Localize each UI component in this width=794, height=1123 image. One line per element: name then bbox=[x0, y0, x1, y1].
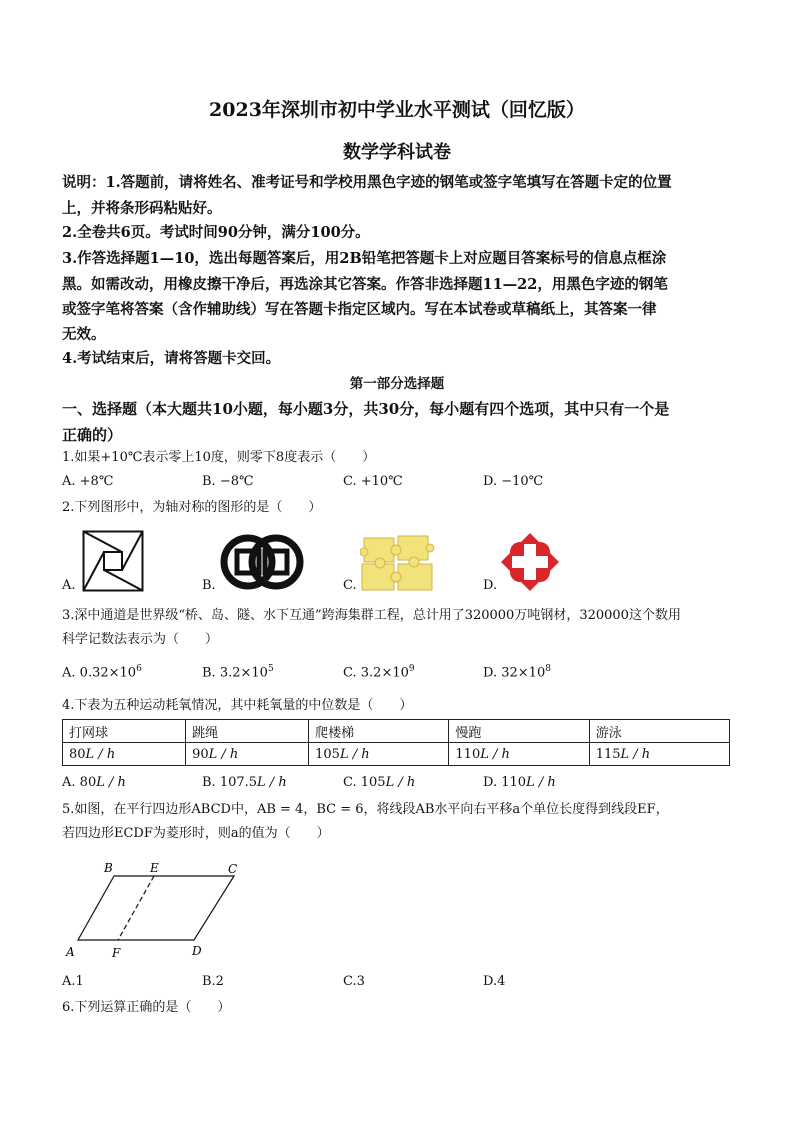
question-1-stem: 1.如果+10℃表示零上10度，则零下8度表示（ ） bbox=[62, 450, 376, 465]
question-2-stem: 2.下列图形中，为轴对称的图形的是（ ） bbox=[62, 500, 322, 515]
option-b: B.2 bbox=[202, 974, 224, 989]
option-b: B. bbox=[202, 578, 216, 593]
table-header-cell: 游泳 bbox=[589, 720, 729, 743]
part-one-line: 正确的） bbox=[62, 426, 123, 444]
question-4-stem: 4.下表为五种运动耗氧情况，其中耗氧量的中位数是（ ） bbox=[62, 698, 413, 713]
question-3-options bbox=[62, 664, 734, 686]
option-b: B. −8℃ bbox=[202, 474, 254, 489]
part-one-line: 一、选择题（本大题共10小题，每小题3分，共30分，每小题有四个选项，其中只有一个是 bbox=[62, 400, 670, 418]
table-header-cell: 爬楼梯 bbox=[309, 720, 449, 743]
instruction-line: 2.全卷共6页。考试时间90分钟，满分100分。 bbox=[62, 224, 370, 241]
table-cell: 80L / h bbox=[63, 743, 186, 766]
table-cell: 115L / h bbox=[589, 743, 729, 766]
question-1-options bbox=[62, 474, 734, 496]
question-4-options bbox=[62, 775, 734, 797]
option-a: A. 80L / h bbox=[62, 775, 126, 790]
stem-line: 3.深中通道是世界级“桥、岛、隧、水下互通”跨海集群工程，总计用了320000万吨钢材，320000这个数用 bbox=[62, 608, 681, 623]
parallelogram-diagram bbox=[62, 856, 252, 964]
option-c: C.3 bbox=[343, 974, 365, 989]
question-5-stem bbox=[62, 798, 734, 846]
stem-line: 若四边形ECDF为菱形时，则a的值为（ ） bbox=[62, 826, 330, 841]
option-a: A. +8℃ bbox=[62, 474, 114, 489]
label-b: B bbox=[104, 861, 113, 875]
exam-subtitle: 数学学科试卷 bbox=[343, 142, 451, 163]
option-d: D.4 bbox=[483, 974, 506, 989]
option-c: C. +10℃ bbox=[343, 474, 403, 489]
table-header-cell: 慢跑 bbox=[449, 720, 589, 743]
option-d: D. $32\times 10^8$ bbox=[483, 664, 551, 681]
option-d: D. bbox=[483, 578, 498, 593]
table-cell: 90L / h bbox=[186, 743, 309, 766]
instruction-line: 无效。 bbox=[62, 326, 106, 343]
table-row bbox=[63, 743, 730, 766]
label-c: C bbox=[228, 862, 238, 876]
part-one-heading bbox=[62, 396, 734, 448]
option-a: A. $0.32\times 10^6$ bbox=[62, 664, 142, 681]
label-d: D bbox=[192, 944, 202, 958]
option-d: D. −10℃ bbox=[483, 474, 544, 489]
instruction-line: 上，并将条形码粘贴好。 bbox=[62, 200, 222, 217]
option-b: B. 107.5L / h bbox=[202, 775, 287, 790]
question-3-stem bbox=[62, 604, 734, 652]
stem-line: 5.如图，在平行四边形ABCD中，AB = 4，BC = 6，将线段AB水平向右平移a个单位长度得到线段EF， bbox=[62, 802, 669, 817]
instruction-line: 3.作答选择题1—10，选出每题答案后，用2B铅笔把答题卡上对应题目答案标号的信息点框涂 bbox=[62, 250, 667, 267]
table-header-cell: 跳绳 bbox=[186, 720, 309, 743]
exam-title: 2023年深圳市初中学业水平测试（回忆版） bbox=[209, 99, 585, 121]
instruction-line: 或签字笔将答案（含作辅助线）写在答题卡指定区域内。写在本试卷或草稿纸上，其答案一律 bbox=[62, 301, 657, 318]
option-c: C. $3.2\times 10^9$ bbox=[343, 664, 415, 681]
oxygen-consumption-table bbox=[62, 719, 730, 766]
option-a: A. bbox=[62, 578, 76, 593]
option-d: D. 110L / h bbox=[483, 775, 556, 790]
option-c: C. bbox=[343, 578, 357, 593]
table-header-row bbox=[63, 720, 730, 743]
label-f: F bbox=[112, 946, 121, 960]
option-b: B. $3.2\times 10^5$ bbox=[202, 664, 274, 681]
table-cell: 105L / h bbox=[309, 743, 449, 766]
option-c: C. 105L / h bbox=[343, 775, 416, 790]
question-6-stem: 6.下列运算正确的是（ ） bbox=[62, 1000, 231, 1015]
section-title: 第一部分选择题 bbox=[349, 376, 445, 392]
table-cell: 110L / h bbox=[449, 743, 589, 766]
option-a: A.1 bbox=[62, 974, 84, 989]
instruction-line: 黑。如需改动，用橡皮擦干净后，再选涂其它答案。作答非选择题11—22，用黑色字迹的钢笔 bbox=[62, 276, 668, 293]
label-a: A bbox=[66, 945, 75, 959]
instruction-line: 4.考试结束后，请将答题卡交回。 bbox=[62, 350, 281, 367]
question-2-options bbox=[62, 578, 734, 600]
instruction-line: 说明：1.答题前，请将姓名、准考证号和学校用黑色字迹的钢笔或签字笔填写在答题卡定的位置 bbox=[62, 174, 672, 191]
stem-line: 科学记数法表示为（ ） bbox=[62, 632, 219, 647]
label-e: E bbox=[150, 861, 159, 875]
question-5-options bbox=[62, 974, 734, 996]
table-header-cell: 打网球 bbox=[63, 720, 186, 743]
